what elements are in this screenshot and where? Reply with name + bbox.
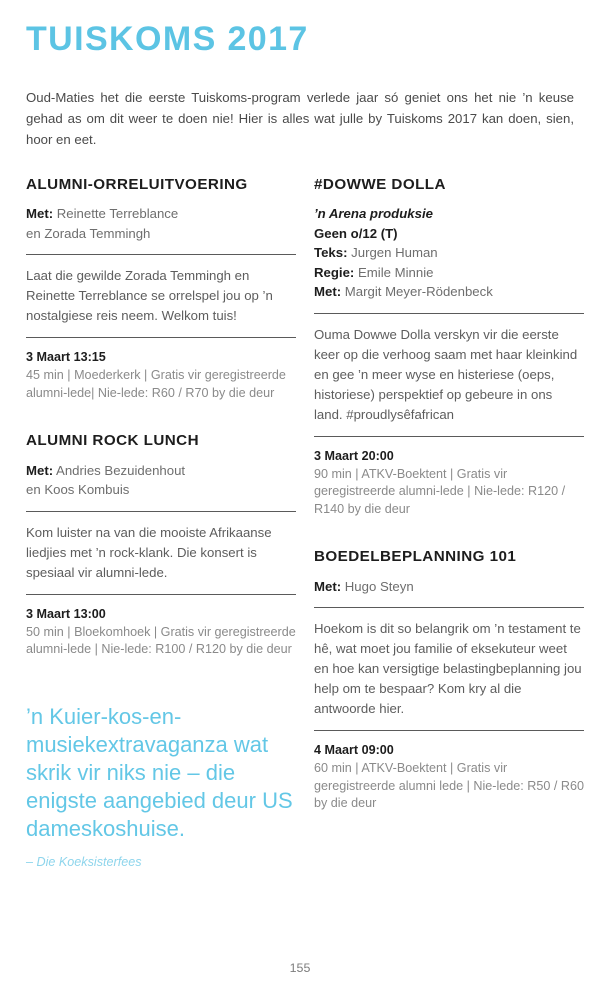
- divider: [26, 337, 296, 338]
- event-block: [26, 176, 296, 402]
- divider: [314, 730, 584, 731]
- credit-line: [314, 224, 584, 244]
- page-title: TUISKOMS 2017: [26, 20, 309, 58]
- event-block: [314, 548, 584, 812]
- credit-value: Reinette Terreblance: [53, 206, 179, 222]
- event-credits: [26, 204, 296, 243]
- credit-line: [314, 577, 584, 597]
- event-description: Laat die gewilde Zorada Temmingh en Reinette Terreblance se orrelspel jou op ’n nostalgiese reis neem. Welkom tuis!: [26, 268, 273, 324]
- pull-quote: [26, 703, 296, 869]
- credit-label: Met:: [314, 578, 342, 594]
- divider: [26, 254, 296, 255]
- event-block: [26, 432, 296, 658]
- credit-line: [314, 263, 584, 283]
- credit-line: [26, 461, 296, 481]
- event-title: BOEDELBEPLANNING 101: [314, 548, 517, 566]
- event-title: ALUMNI ROCK LUNCH: [26, 432, 200, 450]
- divider: [314, 313, 584, 314]
- credit-line: [26, 204, 296, 224]
- pull-quote-text: ’n Kuier-kos-en-musiekextravaganza wat skrik vir niks nie – die enigste aangebied deur US dameskoshuise.: [26, 703, 293, 841]
- divider: [26, 594, 296, 595]
- credit-label: Met:: [26, 206, 54, 222]
- event-datetime: 4 Maart 09:00: [314, 743, 394, 758]
- event-title: #DOWWE DOLLA: [314, 175, 446, 193]
- event-details: 60 min | ATKV-Boektent | Gratis vir geregistreerde alumni lede | Nie-lede: R50 / R60 by die deur: [314, 761, 584, 811]
- divider: [314, 607, 584, 608]
- credit-line: [26, 224, 296, 244]
- divider: [26, 511, 296, 512]
- credit-value: en Koos Kombuis: [26, 482, 130, 498]
- divider: [314, 436, 584, 437]
- page-number: 155: [289, 961, 311, 975]
- masthead: [26, 0, 574, 58]
- event-datetime: 3 Maart 20:00: [314, 448, 394, 463]
- event-description: Hoekom is dit so belangrik om ’n testament te hê, wat moet jou familie of eksekuteur weet en hoe kan versigtige belastingbeplanning jou help om te bespaar? Kom kry al die antwoorde hier.: [314, 621, 582, 717]
- credit-value: Geen o/12 (T): [314, 225, 398, 241]
- credit-value: Emile Minnie: [354, 264, 434, 280]
- credit-line: [314, 282, 584, 302]
- event-details: 45 min | Moederkerk | Gratis vir geregistreerde alumni-lede| Nie-lede: R60 / R70 by die deur: [26, 368, 286, 400]
- event-datetime: 3 Maart 13:15: [26, 350, 106, 365]
- credit-line: [314, 204, 584, 224]
- event-description: Kom luister na van die mooiste Afrikaanse liedjies met ’n rock-klank. Die konsert is spesiaal vir alumni-lede.: [26, 524, 272, 580]
- event-block: [314, 176, 584, 518]
- pull-quote-attribution: – Die Koeksisterfees: [26, 854, 142, 869]
- two-column-body: [26, 175, 584, 869]
- right-column: [314, 176, 584, 813]
- credit-value: Margit Meyer-Rödenbeck: [341, 284, 493, 300]
- event-credits: [314, 204, 584, 302]
- intro-paragraph: Oud-Maties het die eerste Tuiskoms-program verlede jaar só geniet ons het nie ’n keuse gehad as om dit weer te doen nie! Hier is alles wat julle by Tuiskoms 2017 kan doen, sien, hoor en eet.: [26, 89, 574, 147]
- credit-label: Met:: [314, 284, 342, 300]
- event-datetime: 3 Maart 13:00: [26, 606, 106, 621]
- event-credits: [26, 461, 296, 500]
- credit-value: Hugo Steyn: [341, 578, 414, 594]
- credit-label: Regie:: [314, 264, 355, 280]
- credit-label: Met:: [26, 462, 54, 478]
- credit-value: Jurgen Human: [347, 245, 438, 261]
- credit-line: [26, 480, 296, 500]
- credit-label: Teks:: [314, 245, 348, 261]
- event-description: Ouma Dowwe Dolla verskyn vir die eerste keer op die verhoog saam met haar kleinkind en gee ’n meer wyse en histeriese (oeps, historiese) perspektief op gebeure in ons land. #proudlysêfafrican: [314, 326, 578, 422]
- event-details: 90 min | ATKV-Boektent | Gratis vir geregistreerde alumni-lede | Nie-lede: R120 / R140 by die deur: [314, 466, 566, 516]
- credit-line: [314, 243, 584, 263]
- left-column: [26, 176, 296, 869]
- credit-value: en Zorada Temmingh: [26, 225, 151, 241]
- credit-value: ’n Arena produksie: [314, 206, 433, 222]
- event-credits: [314, 577, 584, 597]
- event-title: ALUMNI-ORRELUITVOERING: [26, 175, 248, 193]
- credit-value: Andries Bezuidenhout: [53, 462, 186, 478]
- event-details: 50 min | Bloekomhoek | Gratis vir geregistreerde alumni-lede | Nie-lede: R100 / R120 by die deur: [26, 624, 296, 657]
